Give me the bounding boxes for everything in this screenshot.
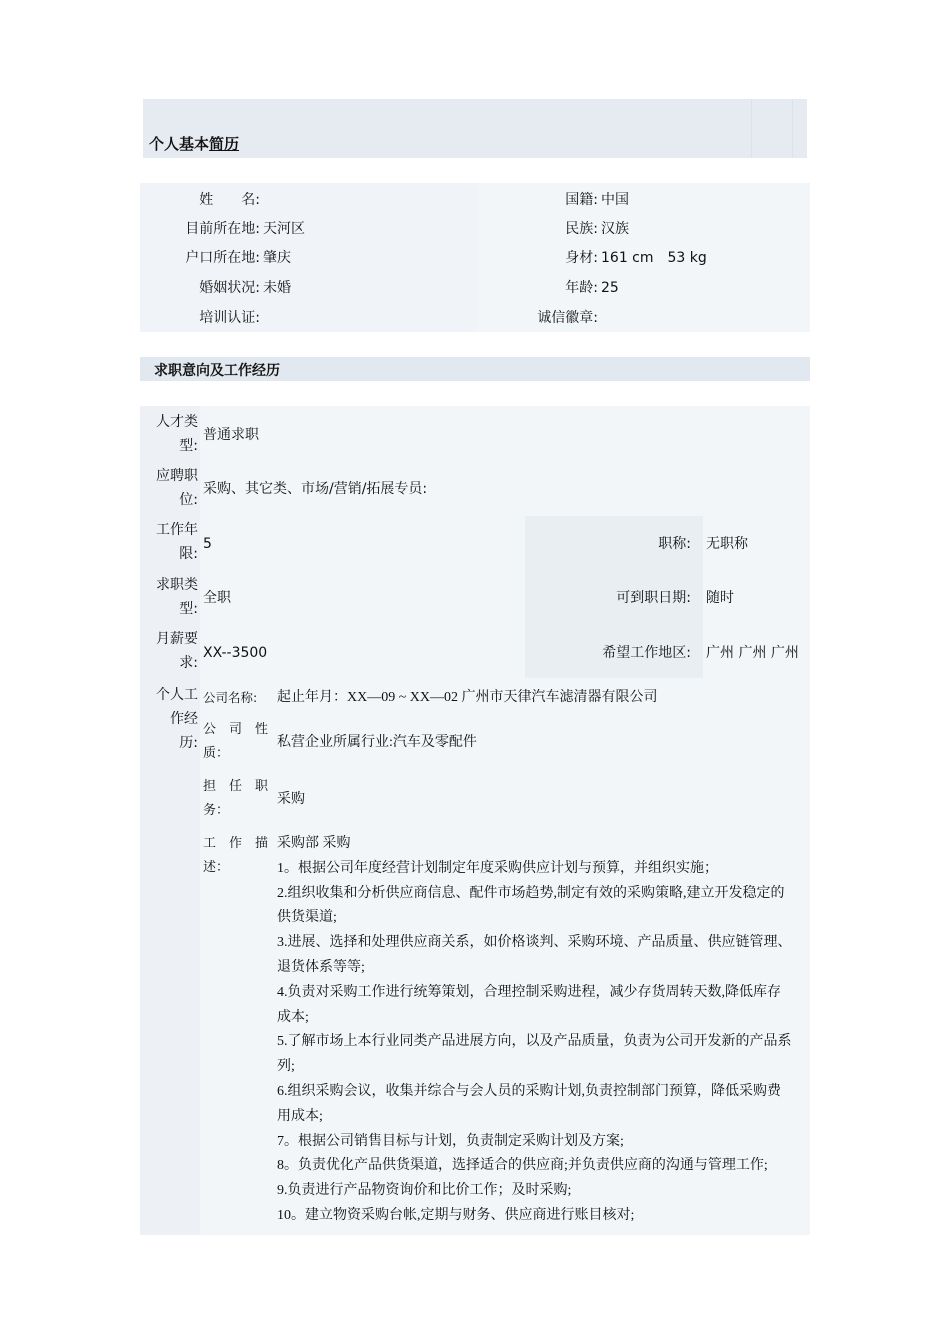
body-value: 161 cm 53 kg bbox=[601, 250, 707, 266]
position-value: 采购、其它类、市场/营销/拓展专员: bbox=[203, 481, 428, 497]
company-label: 公司名称: bbox=[203, 690, 258, 705]
section-title: 求职意向及工作经历 bbox=[154, 363, 280, 379]
divider bbox=[751, 99, 752, 158]
description-text: 采购部 采购 1。根据公司年度经营计划制定年度采购供应计划与预算，并组织实施； 2.组织收集和分析供应商信息、配件市场趋势,制定有效的采购策略,建立开发稳定的 供货渠道; 3.进展、选择和处理供应商关系，如价格谈判、采购环境、产品质量、供应链管理、 退货体系等等; 4.负责对采购工作进行统筹策划，合理控制采购进程，减少存货周转天数,降低库存 成本; 5.了解市场上本行业同类产品进展方向，以及产品质量，负责为公司开发新的产品系 列; 6.组织采购会议，收集并综合与会人员的采购计划,负责控制部门预算，降低采购费 用成本; 7。根据公司销售目标与计划，负责制定采购计划及方案; 8。负责优化产品供货渠道，选择适合的供应商;并负责供应商的沟通与管理工作; 9.负责进行产品物资询价和比价工作；及时采购; 10。建立物资采购台帐,定期与财务、供应商进行账目核对; bbox=[277, 836, 792, 1223]
region-label: 希望工作地区: bbox=[602, 645, 691, 661]
nature-label: 公 司 性 质： bbox=[203, 722, 269, 761]
nationality-value: 中国 bbox=[601, 192, 629, 208]
start-date-value: 随时 bbox=[706, 590, 734, 606]
years-value: 5 bbox=[203, 536, 212, 552]
role-value: 采购 bbox=[277, 792, 305, 807]
years-label: 工作年 限: bbox=[156, 522, 198, 562]
body-label: 身材: bbox=[565, 250, 598, 266]
resume-title-bar bbox=[143, 99, 807, 158]
name-label: 姓 名: bbox=[199, 192, 260, 208]
salary-value: XX--3500 bbox=[203, 645, 268, 661]
age-value: 25 bbox=[601, 280, 619, 296]
experience-label: 个人工 作经 历: bbox=[156, 687, 198, 751]
description-label: 工 作 描 述： bbox=[203, 836, 269, 875]
divider bbox=[792, 99, 793, 158]
role-label: 担 任 职 务： bbox=[203, 779, 269, 818]
salary-label: 月薪要 求: bbox=[156, 631, 198, 671]
start-date-label: 可到职日期: bbox=[616, 590, 691, 606]
hukou-value: 肇庆 bbox=[263, 250, 291, 266]
company-value: 起止年月：XX—09 ~ XX—02 广州市天律汽车滤清器有限公司 bbox=[277, 690, 658, 705]
hukou-label: 户口所在地: bbox=[185, 250, 260, 266]
section-header bbox=[140, 357, 810, 381]
page-title: 个人基本简历 bbox=[149, 135, 240, 153]
marital-label: 婚姻状况: bbox=[199, 280, 260, 296]
talent-type-label: 人才类 型: bbox=[156, 414, 198, 454]
jobtype-value: 全职 bbox=[203, 590, 231, 606]
training-label: 培训认证: bbox=[199, 310, 260, 326]
ethnicity-value: 汉族 bbox=[601, 221, 629, 237]
job-panel bbox=[140, 406, 810, 1235]
credit-badge-label: 诚信徽章: bbox=[537, 310, 598, 326]
marital-value: 未婚 bbox=[263, 280, 291, 296]
nationality-label: 国籍: bbox=[565, 192, 598, 208]
location-value: 天河区 bbox=[263, 221, 305, 237]
basic-info-panel bbox=[140, 183, 810, 332]
job-title-label: 职称: bbox=[658, 536, 691, 552]
location-label: 目前所在地: bbox=[185, 221, 260, 237]
talent-type-value: 普通求职 bbox=[203, 427, 259, 443]
nature-value: 私营企业所属行业:汽车及零配件 bbox=[277, 735, 477, 750]
position-label: 应聘职 位: bbox=[156, 468, 198, 508]
ethnicity-label: 民族: bbox=[565, 221, 598, 237]
age-label: 年龄: bbox=[565, 280, 598, 296]
job-title-value: 无职称 bbox=[706, 536, 748, 552]
jobtype-label: 求职类 型: bbox=[156, 577, 198, 617]
region-value: 广州 广州 广州 bbox=[706, 645, 799, 661]
